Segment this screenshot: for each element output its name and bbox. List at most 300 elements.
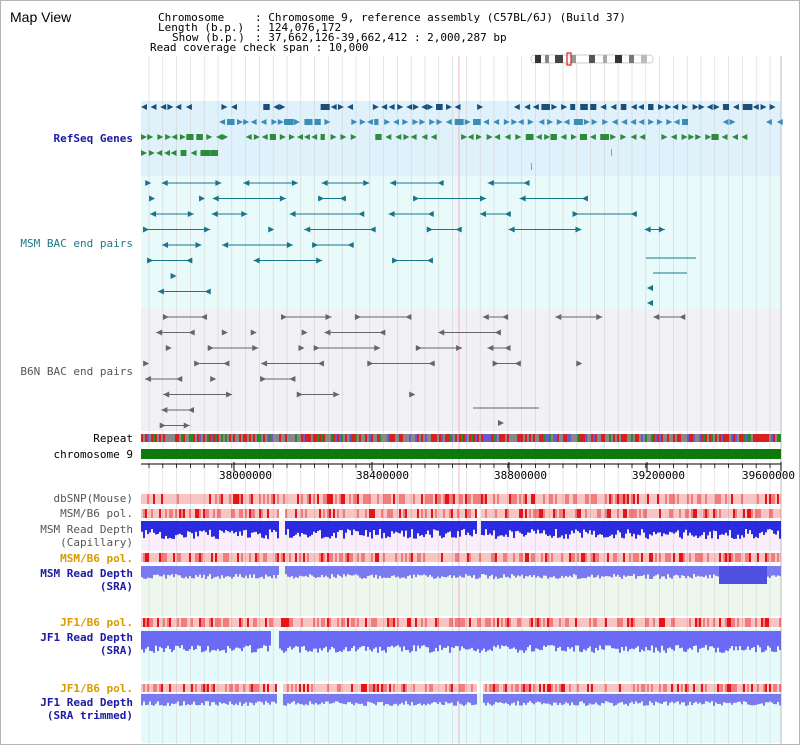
heat-cell	[373, 684, 375, 692]
depth-bar	[543, 566, 545, 575]
depth-bar	[613, 566, 615, 574]
heat-cell	[651, 494, 653, 504]
track-label-jf1-depth[interactable]: JF1 Read Depth	[40, 631, 133, 644]
heat-cell	[361, 553, 363, 562]
depth-bar	[245, 631, 247, 646]
heat-cell	[637, 509, 639, 518]
heat-cell	[693, 553, 695, 562]
depth-bar	[555, 631, 557, 651]
heat-cell	[359, 509, 361, 518]
heat-cell	[425, 509, 427, 518]
heat-cell	[407, 494, 409, 504]
depth-bar	[213, 631, 215, 650]
heat-cell	[759, 618, 761, 627]
heat-cell	[731, 684, 733, 692]
heat-cell	[779, 618, 781, 627]
depth-bar	[577, 694, 579, 705]
depth-bar	[279, 631, 281, 648]
depth-bar	[625, 566, 627, 577]
track-label-jf1-b6-pol-trimmed[interactable]: JF1/B6 pol.	[60, 682, 133, 695]
depth-bar	[355, 631, 357, 651]
heat-cell	[685, 509, 687, 518]
heat-cell	[713, 618, 715, 627]
track-label-msm-depth-capillary[interactable]: MSM Read Depth	[40, 523, 133, 536]
depth-bar	[665, 521, 667, 534]
heat-cell	[687, 618, 689, 627]
heat-cell	[145, 494, 147, 504]
heat-cell	[495, 618, 497, 627]
depth-bar	[647, 694, 649, 705]
repeat-block	[265, 434, 267, 442]
repeat-block	[779, 434, 781, 442]
heat-cell	[247, 553, 249, 562]
depth-bar	[583, 521, 585, 530]
depth-bar	[593, 521, 595, 531]
heat-cell	[377, 618, 379, 627]
depth-bar	[697, 566, 699, 576]
repeat-block	[219, 434, 221, 442]
heat-cell	[549, 553, 551, 562]
depth-bar	[523, 566, 525, 578]
heat-cell	[393, 618, 395, 627]
heat-cell	[599, 494, 601, 504]
heat-cell	[773, 553, 775, 562]
depth-bar	[177, 631, 179, 646]
depth-bar	[775, 521, 777, 535]
heat-cell	[413, 618, 415, 627]
repeat-block	[493, 434, 495, 442]
heat-cell	[257, 509, 259, 518]
repeat-block	[161, 434, 163, 442]
heat-cell	[245, 618, 247, 627]
heat-cell	[207, 509, 209, 518]
depth-bar	[179, 631, 181, 648]
heat-cell	[571, 684, 573, 692]
depth-bar	[241, 521, 243, 536]
heat-cell	[473, 494, 475, 504]
heat-cell	[687, 684, 689, 692]
depth-bar	[561, 694, 563, 705]
repeat-block	[339, 434, 341, 442]
depth-bar	[537, 694, 539, 702]
heat-cell	[275, 494, 277, 504]
depth-bar	[555, 566, 557, 578]
heat-cell	[611, 509, 613, 518]
depth-bar	[499, 566, 501, 578]
heat-cell	[737, 494, 739, 504]
heat-cell	[479, 618, 481, 627]
heat-cell	[615, 684, 617, 692]
heat-cell	[357, 553, 359, 562]
heat-cell	[763, 684, 765, 692]
depth-bar	[359, 694, 361, 704]
heat-cell	[401, 684, 403, 692]
depth-bar	[457, 566, 459, 577]
depth-bar	[167, 694, 169, 703]
depth-bar	[459, 694, 461, 704]
heat-cell	[267, 684, 269, 692]
depth-bar	[459, 521, 461, 537]
heat-cell	[639, 618, 641, 627]
heat-cell	[753, 618, 755, 627]
heat-cell	[765, 553, 767, 562]
depth-bar	[395, 694, 397, 704]
heat-cell	[185, 618, 187, 627]
heat-cell	[147, 494, 149, 504]
heat-cell	[779, 494, 781, 504]
heat-cell	[773, 494, 775, 504]
heat-cell	[533, 509, 535, 518]
depth-bar	[367, 521, 369, 537]
depth-bar	[469, 694, 471, 703]
repeat-block	[643, 434, 645, 442]
heat-cell	[613, 618, 615, 627]
depth-bar	[549, 694, 551, 704]
repeat-block	[455, 434, 457, 442]
heat-cell	[761, 553, 763, 562]
heat-cell	[581, 684, 583, 692]
depth-bar	[691, 631, 693, 650]
depth-bar	[393, 631, 395, 647]
heat-cell	[493, 509, 495, 518]
depth-bar	[393, 566, 395, 575]
depth-bar	[143, 694, 145, 702]
heat-cell	[589, 553, 591, 562]
heat-cell	[249, 509, 251, 518]
depth-bar	[685, 521, 687, 530]
depth-bar	[339, 631, 341, 651]
depth-bar	[447, 631, 449, 646]
heat-cell	[455, 618, 457, 627]
heat-cell	[487, 509, 489, 518]
heat-cell	[569, 684, 571, 692]
depth-bar	[319, 694, 321, 704]
depth-bar	[525, 694, 527, 705]
heat-cell	[773, 684, 775, 692]
heat-cell	[197, 509, 199, 518]
heat-cell	[637, 494, 639, 504]
depth-bar	[149, 694, 151, 701]
depth-bar	[659, 521, 661, 532]
depth-bar	[229, 694, 231, 702]
depth-bar	[643, 631, 645, 651]
heat-cell	[257, 553, 259, 562]
depth-bar	[601, 631, 603, 649]
heat-cell	[615, 509, 617, 518]
heat-cell	[511, 494, 513, 504]
heat-cell	[665, 684, 667, 692]
heat-cell	[677, 553, 679, 562]
depth-bar	[545, 566, 547, 576]
heat-cell	[299, 509, 301, 518]
depth-bar	[761, 521, 763, 532]
depth-bar	[675, 694, 677, 702]
depth-bar	[545, 521, 547, 534]
heat-cell	[489, 494, 491, 504]
depth-bar	[195, 694, 197, 705]
depth-bar	[487, 631, 489, 650]
depth-bar	[291, 631, 293, 649]
heat-cell	[515, 509, 517, 518]
repeat-block	[421, 434, 423, 442]
heat-cell	[723, 553, 725, 562]
heat-cell	[275, 509, 277, 518]
gene-exon	[550, 134, 556, 140]
repeat-block	[491, 434, 493, 442]
heat-cell	[767, 553, 769, 562]
depth-bar	[635, 694, 637, 701]
depth-bar	[217, 631, 219, 649]
heat-cell	[541, 684, 543, 692]
heat-cell	[507, 553, 509, 562]
repeat-block	[293, 434, 295, 442]
heat-cell	[179, 509, 181, 518]
depth-bar	[409, 631, 411, 653]
heat-cell	[203, 509, 205, 518]
heat-cell	[401, 618, 403, 627]
repeat-block	[735, 434, 737, 442]
repeat-block	[489, 434, 491, 442]
depth-bar	[367, 631, 369, 647]
heat-cell	[671, 494, 673, 504]
heat-cell	[733, 684, 735, 692]
gene-exon	[374, 119, 378, 125]
depth-bar	[369, 521, 371, 532]
gene-exon	[648, 104, 653, 110]
depth-bar	[507, 631, 509, 647]
depth-bar	[739, 694, 741, 702]
depth-bar	[759, 521, 761, 533]
depth-bar	[189, 694, 191, 705]
heat-cell	[145, 509, 147, 518]
depth-bar	[743, 694, 745, 701]
heat-cell	[599, 618, 601, 627]
repeat-block	[249, 434, 251, 442]
repeat-block	[347, 434, 349, 442]
heat-cell	[265, 494, 267, 504]
track-label-jf1-b6-pol[interactable]: JF1/B6 pol.	[60, 616, 133, 629]
track-label-jf1-depth-trimmed[interactable]: JF1 Read Depth	[40, 696, 133, 709]
heat-cell	[387, 684, 389, 692]
heat-cell	[241, 553, 243, 562]
heat-cell	[749, 553, 751, 562]
depth-bar	[587, 521, 589, 533]
heat-cell	[577, 553, 579, 562]
depth-bar	[391, 521, 393, 531]
heat-cell	[419, 494, 421, 504]
heat-cell	[269, 553, 271, 562]
heat-cell	[689, 509, 691, 518]
track-label-msm-depth-sra[interactable]: MSM Read Depth	[40, 567, 133, 580]
depth-bar	[575, 566, 577, 575]
depth-bar	[667, 566, 669, 574]
depth-bar	[751, 631, 753, 648]
heat-cell	[545, 618, 547, 627]
depth-bar	[319, 566, 321, 577]
depth-bar	[423, 521, 425, 537]
depth-bar	[517, 631, 519, 653]
heat-cell	[315, 553, 317, 562]
depth-bar	[425, 521, 427, 534]
depth-bar	[229, 631, 231, 648]
heat-cell	[451, 684, 453, 692]
depth-bar	[489, 694, 491, 704]
repeat-block	[757, 434, 759, 442]
depth-bar	[207, 566, 209, 576]
depth-bar	[253, 694, 255, 705]
depth-bar	[547, 566, 549, 579]
heat-cell	[343, 553, 345, 562]
depth-bar	[737, 521, 739, 535]
repeat-block	[279, 434, 281, 442]
depth-bar	[353, 566, 355, 575]
depth-bar	[707, 631, 709, 650]
track-label-repeat[interactable]: Repeat	[93, 432, 133, 445]
heat-cell	[305, 509, 307, 518]
repeat-block	[675, 434, 677, 442]
heat-cell	[207, 494, 209, 504]
repeat-block	[185, 434, 187, 442]
heat-cell	[185, 509, 187, 518]
heat-cell	[731, 618, 733, 627]
repeat-block	[541, 434, 543, 442]
depth-bar	[311, 694, 313, 704]
depth-bar	[753, 631, 755, 647]
depth-bar	[685, 631, 687, 652]
heat-cell	[357, 494, 359, 504]
depth-bar	[167, 521, 169, 539]
heat-cell	[539, 618, 541, 627]
depth-bar	[543, 694, 545, 703]
depth-bar	[377, 631, 379, 653]
heat-cell	[589, 494, 591, 504]
heat-cell	[357, 684, 359, 692]
repeat-block	[595, 434, 597, 442]
heat-cell	[143, 684, 145, 692]
heat-cell	[217, 509, 219, 518]
repeat-block	[599, 434, 601, 442]
depth-bar	[377, 521, 379, 535]
heat-cell	[273, 553, 275, 562]
heat-cell	[445, 553, 447, 562]
heat-cell	[473, 684, 475, 692]
heat-cell	[553, 553, 555, 562]
heat-cell	[321, 553, 323, 562]
depth-bar	[605, 631, 607, 646]
depth-bar	[295, 521, 297, 535]
heat-cell	[531, 553, 533, 562]
repeat-block	[565, 434, 567, 442]
heat-cell	[303, 509, 305, 518]
heat-cell	[777, 509, 779, 518]
repeat-block	[737, 434, 739, 442]
depth-bar	[655, 694, 657, 702]
heat-cell	[737, 684, 739, 692]
heat-cell	[421, 553, 423, 562]
depth-bar	[313, 694, 315, 705]
depth-bar	[445, 566, 447, 577]
heat-cell	[757, 684, 759, 692]
heat-cell	[619, 509, 621, 518]
track-label-msm-b6-pol-sra[interactable]: MSM/B6 pol.	[60, 552, 133, 565]
gene-exon	[711, 134, 718, 140]
heat-cell	[329, 494, 331, 504]
heat-cell	[661, 509, 663, 518]
repeat-block	[203, 434, 205, 442]
track-label-b6n-bac[interactable]: B6N BAC end pairs	[20, 365, 133, 378]
depth-bar	[191, 566, 193, 578]
heat-cell	[505, 553, 507, 562]
track-label-refseq[interactable]: RefSeq Genes	[53, 132, 133, 145]
heat-cell	[327, 553, 329, 562]
depth-bar	[661, 566, 663, 577]
depth-bar	[455, 521, 457, 538]
depth-bar	[521, 566, 523, 575]
heat-cell	[751, 684, 753, 692]
heat-cell	[335, 553, 337, 562]
depth-bar	[773, 694, 775, 704]
depth-bar	[767, 566, 769, 577]
depth-bar	[615, 566, 617, 577]
depth-bar	[257, 631, 259, 649]
track-label-dbsnp[interactable]: dbSNP(Mouse)	[53, 492, 133, 505]
heat-cell	[755, 553, 757, 562]
heat-cell	[377, 509, 379, 518]
heat-cell	[441, 509, 443, 518]
depth-bar	[257, 521, 259, 534]
depth-bar	[421, 521, 423, 535]
depth-bar	[263, 566, 265, 579]
depth-bar	[227, 631, 229, 646]
depth-bar	[619, 566, 621, 577]
depth-bar	[681, 566, 683, 575]
heat-cell	[593, 553, 595, 562]
depth-bar	[779, 631, 781, 650]
heat-cell	[341, 684, 343, 692]
track-label-msm-bac[interactable]: MSM BAC end pairs	[20, 237, 133, 250]
repeat-block	[769, 434, 771, 442]
track-label-msm-b6-pol[interactable]: MSM/B6 pol.	[60, 507, 133, 520]
heat-cell	[513, 509, 515, 518]
heat-cell	[287, 684, 289, 692]
heat-cell	[555, 494, 557, 504]
depth-bar	[183, 631, 185, 649]
heat-cell	[427, 618, 429, 627]
depth-bar	[601, 694, 603, 703]
heat-cell	[455, 684, 457, 692]
depth-bar	[425, 694, 427, 705]
depth-bar	[429, 521, 431, 535]
depth-bar	[251, 521, 253, 533]
depth-bar	[527, 521, 529, 532]
heat-cell	[221, 618, 223, 627]
repeat-block	[323, 434, 325, 442]
heat-cell	[199, 494, 201, 504]
heat-cell	[151, 553, 153, 562]
heat-cell	[509, 494, 511, 504]
heat-cell	[409, 553, 411, 562]
repeat-block	[451, 434, 453, 442]
depth-bar	[449, 694, 451, 703]
heat-cell	[191, 509, 193, 518]
ideogram-band	[545, 55, 549, 63]
depth-bar	[539, 566, 541, 577]
depth-bar	[719, 631, 721, 652]
heat-cell	[363, 618, 365, 627]
repeat-block	[723, 434, 725, 442]
heat-cell	[365, 494, 367, 504]
heat-cell	[167, 553, 169, 562]
